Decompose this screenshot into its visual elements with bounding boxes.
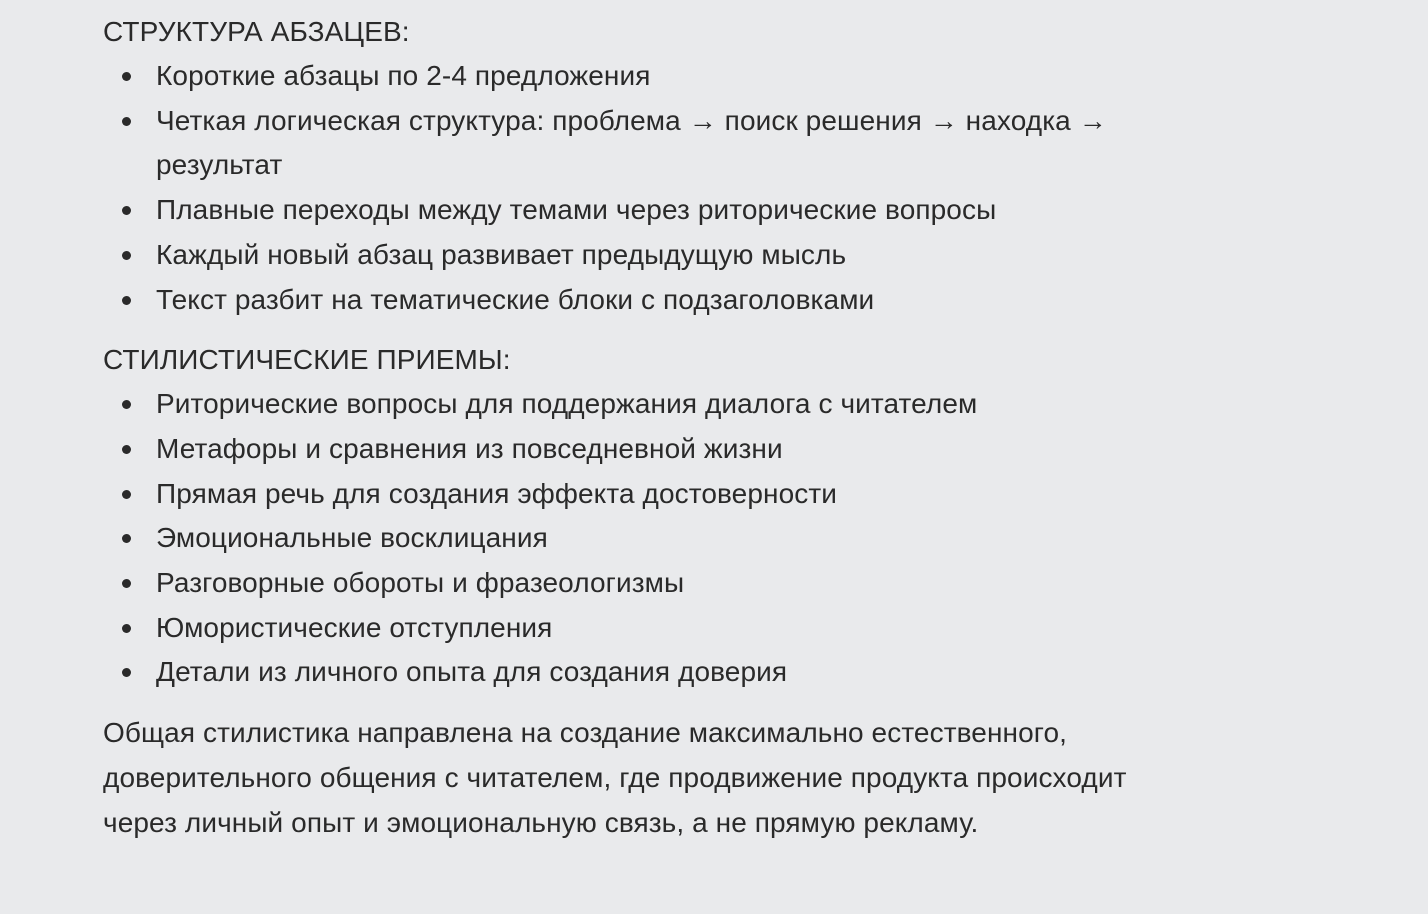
list-item <box>103 54 1223 99</box>
bullet-icon <box>122 490 131 499</box>
list-item <box>103 650 1223 695</box>
stylistic-devices-list <box>103 382 1223 695</box>
section-heading-stylistic-devices: СТИЛИСТИЧЕСКИЕ ПРИЕМЫ: <box>103 344 511 376</box>
bullet-icon <box>122 534 131 543</box>
list-item <box>103 99 1223 188</box>
list-item <box>103 382 1223 427</box>
bullet-icon <box>122 579 131 588</box>
list-item-text: Четкая логическая структура: проблема → поиск решения → находка → результат <box>156 104 1107 181</box>
summary-paragraph: Общая стилистика направлена на создание максимально естественного, доверительного общения с читателем, где продвижение продукта происходит через личный опыт и эмоциональную связь, а не прямую рекламу. <box>103 717 1127 839</box>
list-item-text: Каждый новый абзац развивает предыдущую мысль <box>156 238 847 270</box>
list-item <box>103 233 1223 278</box>
list-item-text: Метафоры и сравнения из повседневной жизни <box>156 432 783 464</box>
list-item-text: Эмоциональные восклицания <box>156 522 548 554</box>
list-item <box>103 561 1223 606</box>
paragraph-structure-list <box>103 54 1223 322</box>
bullet-icon <box>122 624 131 633</box>
list-item <box>103 516 1223 561</box>
list-item <box>103 188 1223 233</box>
list-item <box>103 606 1223 651</box>
bullet-icon <box>122 117 131 126</box>
list-item <box>103 278 1223 323</box>
list-item <box>103 427 1223 472</box>
section-heading-paragraph-structure: СТРУКТУРА АБЗАЦЕВ: <box>103 16 410 47</box>
list-item-text: Текст разбит на тематические блоки с подзаголовками <box>156 283 875 315</box>
list-item-text: Плавные переходы между темами через риторические вопросы <box>156 194 997 226</box>
bullet-icon <box>122 72 131 81</box>
list-item-text: Короткие абзацы по 2-4 предложения <box>156 60 651 91</box>
list-item-text: Разговорные обороты и фразеологизмы <box>156 567 685 599</box>
message-content <box>103 10 1223 845</box>
bullet-icon <box>122 445 131 454</box>
list-item-text: Прямая речь для создания эффекта достоверности <box>156 477 838 509</box>
list-item-text: Детали из личного опыта для создания доверия <box>156 656 788 688</box>
list-item <box>103 472 1223 517</box>
bullet-icon <box>122 206 131 215</box>
bullet-icon <box>122 668 131 677</box>
bullet-icon <box>122 296 131 305</box>
bullet-icon <box>122 400 131 409</box>
bullet-icon <box>122 251 131 260</box>
list-item-text: Юмористические отступления <box>156 611 553 643</box>
list-item-text: Риторические вопросы для поддержания диалога с читателем <box>156 388 978 420</box>
